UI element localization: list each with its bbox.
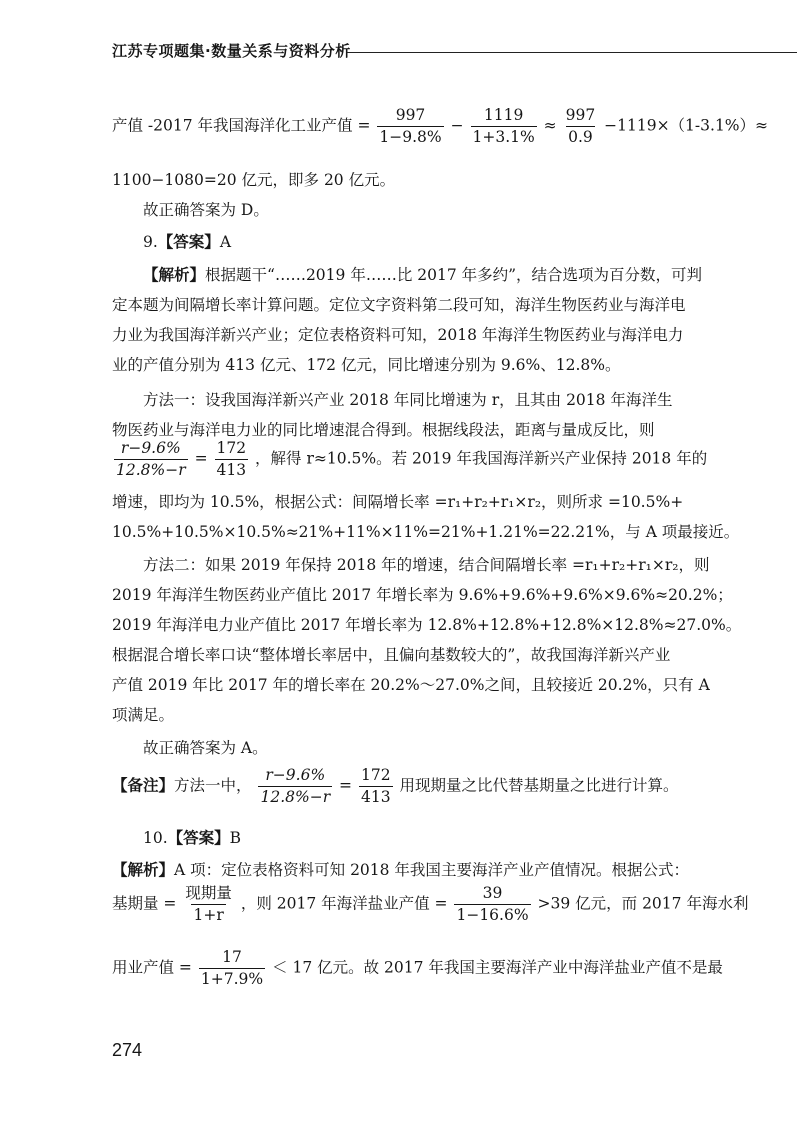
fraction: $\frac{17}{1+7.9\%}$: [200, 948, 264, 988]
text-line: 2019 年海洋生物医药业产值比 2017 年增长率为 9.6%+9.6%+9.6%×9.6%≈20.2%；: [112, 586, 733, 604]
text-line: 业的产值分别为 413 亿元、172 亿元，同比增速分别为 9.6%、12.8%。: [112, 356, 621, 374]
equation-line: 产值 -2017 年我国海洋化工业产值 = $\frac{997}{1-9.8\%}$ − $\frac{1119}{1+3.1\%}$ ≈ $\frac{997}{0.9}$ −1119×（1-3.1%）≈: [112, 106, 769, 146]
header-rule: [347, 52, 797, 53]
fraction: $\frac{997}{1-9.8\%}$: [379, 106, 442, 146]
text-line: 力业为我国海洋新兴产业；定位表格资料可知，2018 年海洋生物医药业与海洋电力: [112, 326, 684, 344]
fraction: $\frac{172}{413}$: [360, 766, 391, 806]
q9-answer: 9.【答案】A: [143, 232, 232, 251]
fraction: $\frac{\text{现期量}}{1+r}$: [185, 884, 232, 924]
text-line: 产值 2019 年比 2017 年的增长率在 20.2%～27.0%之间，且较接近 20.2%，只有 A: [112, 676, 710, 694]
running-header: [112, 36, 712, 72]
q9-analysis: 【解析】根据题干“……2019 年……比 2017 年多约”，结合选项为百分数，可判: [143, 265, 703, 284]
fraction: $\frac{r-9.6\%}{12.8\%-r}$: [116, 439, 186, 479]
sprout-icon: [796, 36, 800, 62]
equation-line: 用业产值 = $\frac{17}{1+7.9\%}$ ＜ 17 亿元。故 2017 年我国主要海洋产业中海洋盐业产值不是最: [112, 948, 723, 988]
page-number: 274: [112, 1040, 143, 1060]
fraction: $\frac{39}{1-16.6\%}$: [456, 884, 529, 924]
book-title: 江苏专项题集·数量关系与资料分析: [112, 42, 351, 60]
text-line: 10.5%+10.5%×10.5%≈21%+11%×11%=21%+1.21%=22.21%，与 A 项最接近。: [112, 523, 740, 541]
remark-line: 【备注】方法一中， $\frac{r-9.6\%}{12.8\%-r}$ = $\frac{172}{413}$ 用现期量之比代替基期量之比进行计算。: [112, 766, 679, 806]
answer-conclusion: 故正确答案为 A。: [143, 739, 268, 757]
equation-line: 基期量 = $\frac{\text{现期量}}{1+r}$ ，则 2017 年海洋盐业产值 = $\frac{39}{1-16.6\%}$ >39 亿元，而 2017 年海水利: [112, 884, 749, 924]
text-line: 1100−1080=20 亿元，即多 20 亿元。: [112, 171, 396, 189]
fraction: $\frac{r-9.6\%}{12.8\%-r}$: [260, 766, 331, 806]
fraction: $\frac{1119}{1+3.1\%}$: [472, 106, 535, 146]
method-two: 方法二：如果 2019 年保持 2018 年的增速，结合间隔增长率 =r₁+r₂+r₁×r₂，则: [143, 556, 710, 574]
text-line: 定本题为间隔增长率计算问题。定位文字资料第二段可知，海洋生物医药业与海洋电: [112, 296, 686, 314]
text-line: 项满足。: [112, 706, 175, 724]
method-one: 方法一：设我国海洋新兴产业 2018 年同比增速为 r，且其由 2018 年海洋生: [143, 391, 673, 409]
q10-answer: 10.【答案】B: [143, 828, 242, 847]
q10-analysis: 【解析】A 项：定位表格资料可知 2018 年我国主要海洋产业产值情况。根据公式：: [112, 860, 689, 879]
text-line: 根据混合增长率口诀“整体增长率居中，且偏向基数较大的”，故我国海洋新兴产业: [112, 646, 671, 664]
text-line: 物医药业与海洋电力业的同比增速混合得到。根据线段法，距离与量成反比，则: [112, 421, 655, 439]
answer-conclusion: 故正确答案为 D。: [143, 201, 269, 219]
text-line: 2019 年海洋电力业产值比 2017 年增长率为 12.8%+12.8%+12.8%×12.8%≈27.0%。: [112, 616, 742, 634]
text-line: 增速，即均为 10.5%，根据公式：间隔增长率 =r₁+r₂+r₁×r₂，则所求 =10.5%+: [112, 493, 684, 511]
fraction: $\frac{997}{0.9}$: [565, 106, 596, 146]
equation-line: $\frac{r-9.6\%}{12.8\%-r}$ = $\frac{172}{413}$ ，解得 r≈10.5%。若 2019 年我国海洋新兴产业保持 2018 年的: [116, 439, 708, 479]
fraction: $\frac{172}{413}$: [216, 439, 247, 479]
